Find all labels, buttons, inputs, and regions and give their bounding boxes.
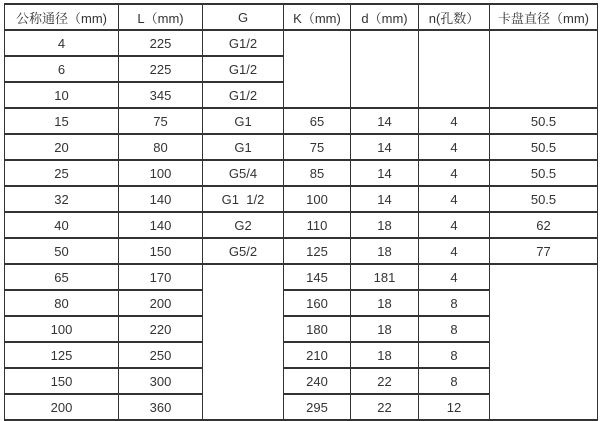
cell-n: 4 — [419, 160, 490, 186]
cell-dn: 32 — [5, 186, 119, 212]
table-row — [5, 186, 598, 212]
cell-G: G1 1/2 — [203, 186, 284, 212]
col-header-K: K（mm) — [284, 4, 351, 30]
cell-dn: 125 — [5, 342, 119, 368]
col-header-L: L（mm) — [119, 4, 203, 30]
cell-n: 8 — [419, 368, 490, 394]
cell-d: 18 — [351, 316, 419, 342]
cell-chuck: 77 — [490, 238, 598, 264]
cell-n: 4 — [419, 238, 490, 264]
cell-G-merged-empty — [203, 264, 284, 420]
cell-dn: 150 — [5, 368, 119, 394]
cell-d: 18 — [351, 212, 419, 238]
cell-d: 181 — [351, 264, 419, 290]
cell-chuck: 50.5 — [490, 134, 598, 160]
cell-chuck-merged-empty — [490, 264, 598, 420]
table-row — [5, 212, 598, 238]
cell-K: 100 — [284, 186, 351, 212]
cell-L: 360 — [119, 394, 203, 420]
cell-dn: 40 — [5, 212, 119, 238]
cell-G: G1/2 — [203, 82, 284, 108]
cell-L: 200 — [119, 290, 203, 316]
col-header-nominal-diameter: 公称通径（mm) — [5, 4, 119, 30]
col-header-d: d（mm) — [351, 4, 419, 30]
cell-L: 220 — [119, 316, 203, 342]
cell-dn: 20 — [5, 134, 119, 160]
cell-G: G1 — [203, 108, 284, 134]
table-row — [5, 238, 598, 264]
cell-d-merged-empty — [351, 30, 419, 108]
cell-d: 14 — [351, 186, 419, 212]
cell-G: G5/4 — [203, 160, 284, 186]
table-row — [5, 108, 598, 134]
cell-G: G1 — [203, 134, 284, 160]
cell-K: 295 — [284, 394, 351, 420]
cell-G: G2 — [203, 212, 284, 238]
cell-dn: 15 — [5, 108, 119, 134]
cell-L: 300 — [119, 368, 203, 394]
cell-n: 4 — [419, 212, 490, 238]
cell-K: 125 — [284, 238, 351, 264]
cell-n: 4 — [419, 264, 490, 290]
cell-d: 14 — [351, 160, 419, 186]
cell-n: 8 — [419, 290, 490, 316]
cell-L: 225 — [119, 56, 203, 82]
cell-dn: 65 — [5, 264, 119, 290]
cell-chuck: 50.5 — [490, 108, 598, 134]
cell-dn: 4 — [5, 30, 119, 56]
cell-d: 22 — [351, 394, 419, 420]
cell-d: 14 — [351, 108, 419, 134]
cell-L: 150 — [119, 238, 203, 264]
cell-K: 65 — [284, 108, 351, 134]
cell-K: 240 — [284, 368, 351, 394]
col-header-chuck-diameter: 卡盘直径（mm) — [490, 4, 598, 30]
cell-n: 4 — [419, 108, 490, 134]
cell-chuck-merged-empty — [490, 30, 598, 108]
cell-n: 4 — [419, 186, 490, 212]
col-header-G: G — [203, 4, 284, 30]
cell-L: 225 — [119, 30, 203, 56]
cell-L: 80 — [119, 134, 203, 160]
cell-n: 8 — [419, 316, 490, 342]
cell-L: 345 — [119, 82, 203, 108]
cell-L: 170 — [119, 264, 203, 290]
cell-dn: 10 — [5, 82, 119, 108]
table-row — [5, 134, 598, 160]
cell-G: G5/2 — [203, 238, 284, 264]
cell-K: 210 — [284, 342, 351, 368]
cell-L: 140 — [119, 186, 203, 212]
cell-n: 8 — [419, 342, 490, 368]
table-row — [5, 264, 598, 290]
cell-chuck: 50.5 — [490, 186, 598, 212]
cell-L: 250 — [119, 342, 203, 368]
cell-dn: 50 — [5, 238, 119, 264]
cell-n: 4 — [419, 134, 490, 160]
cell-L: 75 — [119, 108, 203, 134]
header-row — [5, 4, 598, 30]
cell-d: 18 — [351, 238, 419, 264]
cell-n: 12 — [419, 394, 490, 420]
cell-d: 18 — [351, 290, 419, 316]
table-row — [5, 30, 598, 56]
cell-L: 140 — [119, 212, 203, 238]
cell-K: 145 — [284, 264, 351, 290]
cell-dn: 6 — [5, 56, 119, 82]
pipe-spec-table — [4, 3, 598, 421]
cell-L: 100 — [119, 160, 203, 186]
cell-K: 75 — [284, 134, 351, 160]
table-row — [5, 160, 598, 186]
cell-chuck: 62 — [490, 212, 598, 238]
cell-K: 160 — [284, 290, 351, 316]
cell-G: G1/2 — [203, 56, 284, 82]
cell-dn: 100 — [5, 316, 119, 342]
cell-K-merged-empty — [284, 30, 351, 108]
cell-chuck: 50.5 — [490, 160, 598, 186]
cell-dn: 25 — [5, 160, 119, 186]
cell-dn: 200 — [5, 394, 119, 420]
cell-K: 110 — [284, 212, 351, 238]
cell-dn: 80 — [5, 290, 119, 316]
cell-K: 85 — [284, 160, 351, 186]
cell-d: 14 — [351, 134, 419, 160]
cell-d: 22 — [351, 368, 419, 394]
cell-n-merged-empty — [419, 30, 490, 108]
cell-d: 18 — [351, 342, 419, 368]
cell-G: G1/2 — [203, 30, 284, 56]
col-header-n-holes: n(孔数） — [419, 4, 490, 30]
cell-K: 180 — [284, 316, 351, 342]
